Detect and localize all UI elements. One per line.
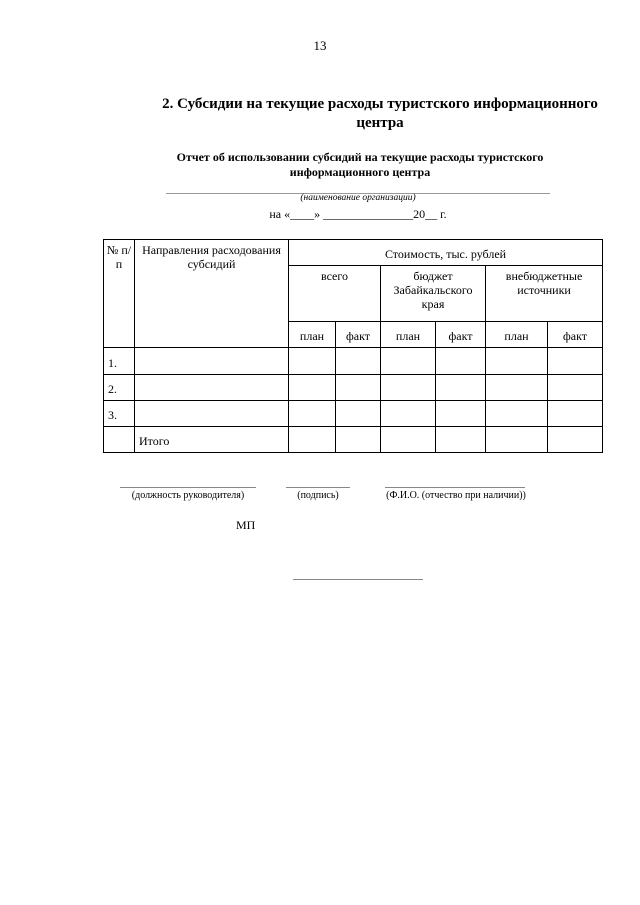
row-value-cell [336,374,381,400]
header-plan: план [289,322,336,348]
header-extra: внебюджетные источники [486,266,603,322]
row-value-cell [381,348,436,374]
header-fact: факт [336,322,381,348]
row-value-cell [289,374,336,400]
row-value-cell [486,374,548,400]
report-title: Отчет об использовании субсидий на текущие расходы туристского информационного центра [176,150,544,179]
signature-line [286,487,350,488]
row-value-cell [486,426,548,452]
header-cost: Стоимость, тыс. рублей [289,240,603,266]
header-num: № п/п [104,240,135,348]
row-value-cell [436,374,486,400]
row-value-cell [486,400,548,426]
row-value-cell [289,348,336,374]
row-value-cell [548,400,603,426]
row-value-cell [548,374,603,400]
row-direction-cell [135,400,289,426]
header-plan: план [381,322,436,348]
header-budget: бюджет Забайкальского края [381,266,486,322]
row-value-cell [336,348,381,374]
total-label: Итого [135,426,289,452]
page-number: 13 [313,38,327,53]
row-value-cell [486,348,548,374]
organization-caption: (наименование организации) [300,193,416,203]
row-number-empty [104,426,135,452]
table-row-total [104,426,603,452]
header-fact: факт [436,322,486,348]
row-value-cell [381,400,436,426]
row-number: 2. [104,374,135,400]
row-value-cell [436,348,486,374]
row-value-cell [336,400,381,426]
row-value-cell [381,426,436,452]
bottom-separator-line [293,579,423,580]
name-signature-line [385,487,525,488]
row-direction-cell [135,374,289,400]
header-total: всего [289,266,381,322]
position-signature-line [120,487,256,488]
row-number: 3. [104,400,135,426]
row-value-cell [436,400,486,426]
row-value-cell [436,426,486,452]
date-line: на «____» _______________20__ г. [269,207,447,221]
row-value-cell [548,426,603,452]
table-row [104,348,603,374]
stamp-place: МП [236,518,256,532]
header-direction: Направления расходования субсидий [135,240,289,348]
row-value-cell [381,374,436,400]
table-row [104,400,603,426]
section-title: 2. Субсидии на текущие расходы туристского информационного центра [162,96,598,131]
row-value-cell [289,426,336,452]
row-direction-cell [135,348,289,374]
row-number: 1. [104,348,135,374]
row-value-cell [336,426,381,452]
header-fact: факт [548,322,603,348]
row-value-cell [548,348,603,374]
signature-caption: (подпись) [297,490,339,501]
table-row [104,374,603,400]
name-caption: (Ф.И.О. (отчество при наличии)) [386,490,526,501]
row-value-cell [289,400,336,426]
report-table [103,239,603,453]
header-plan: план [486,322,548,348]
position-caption: (должность руководителя) [131,490,245,501]
